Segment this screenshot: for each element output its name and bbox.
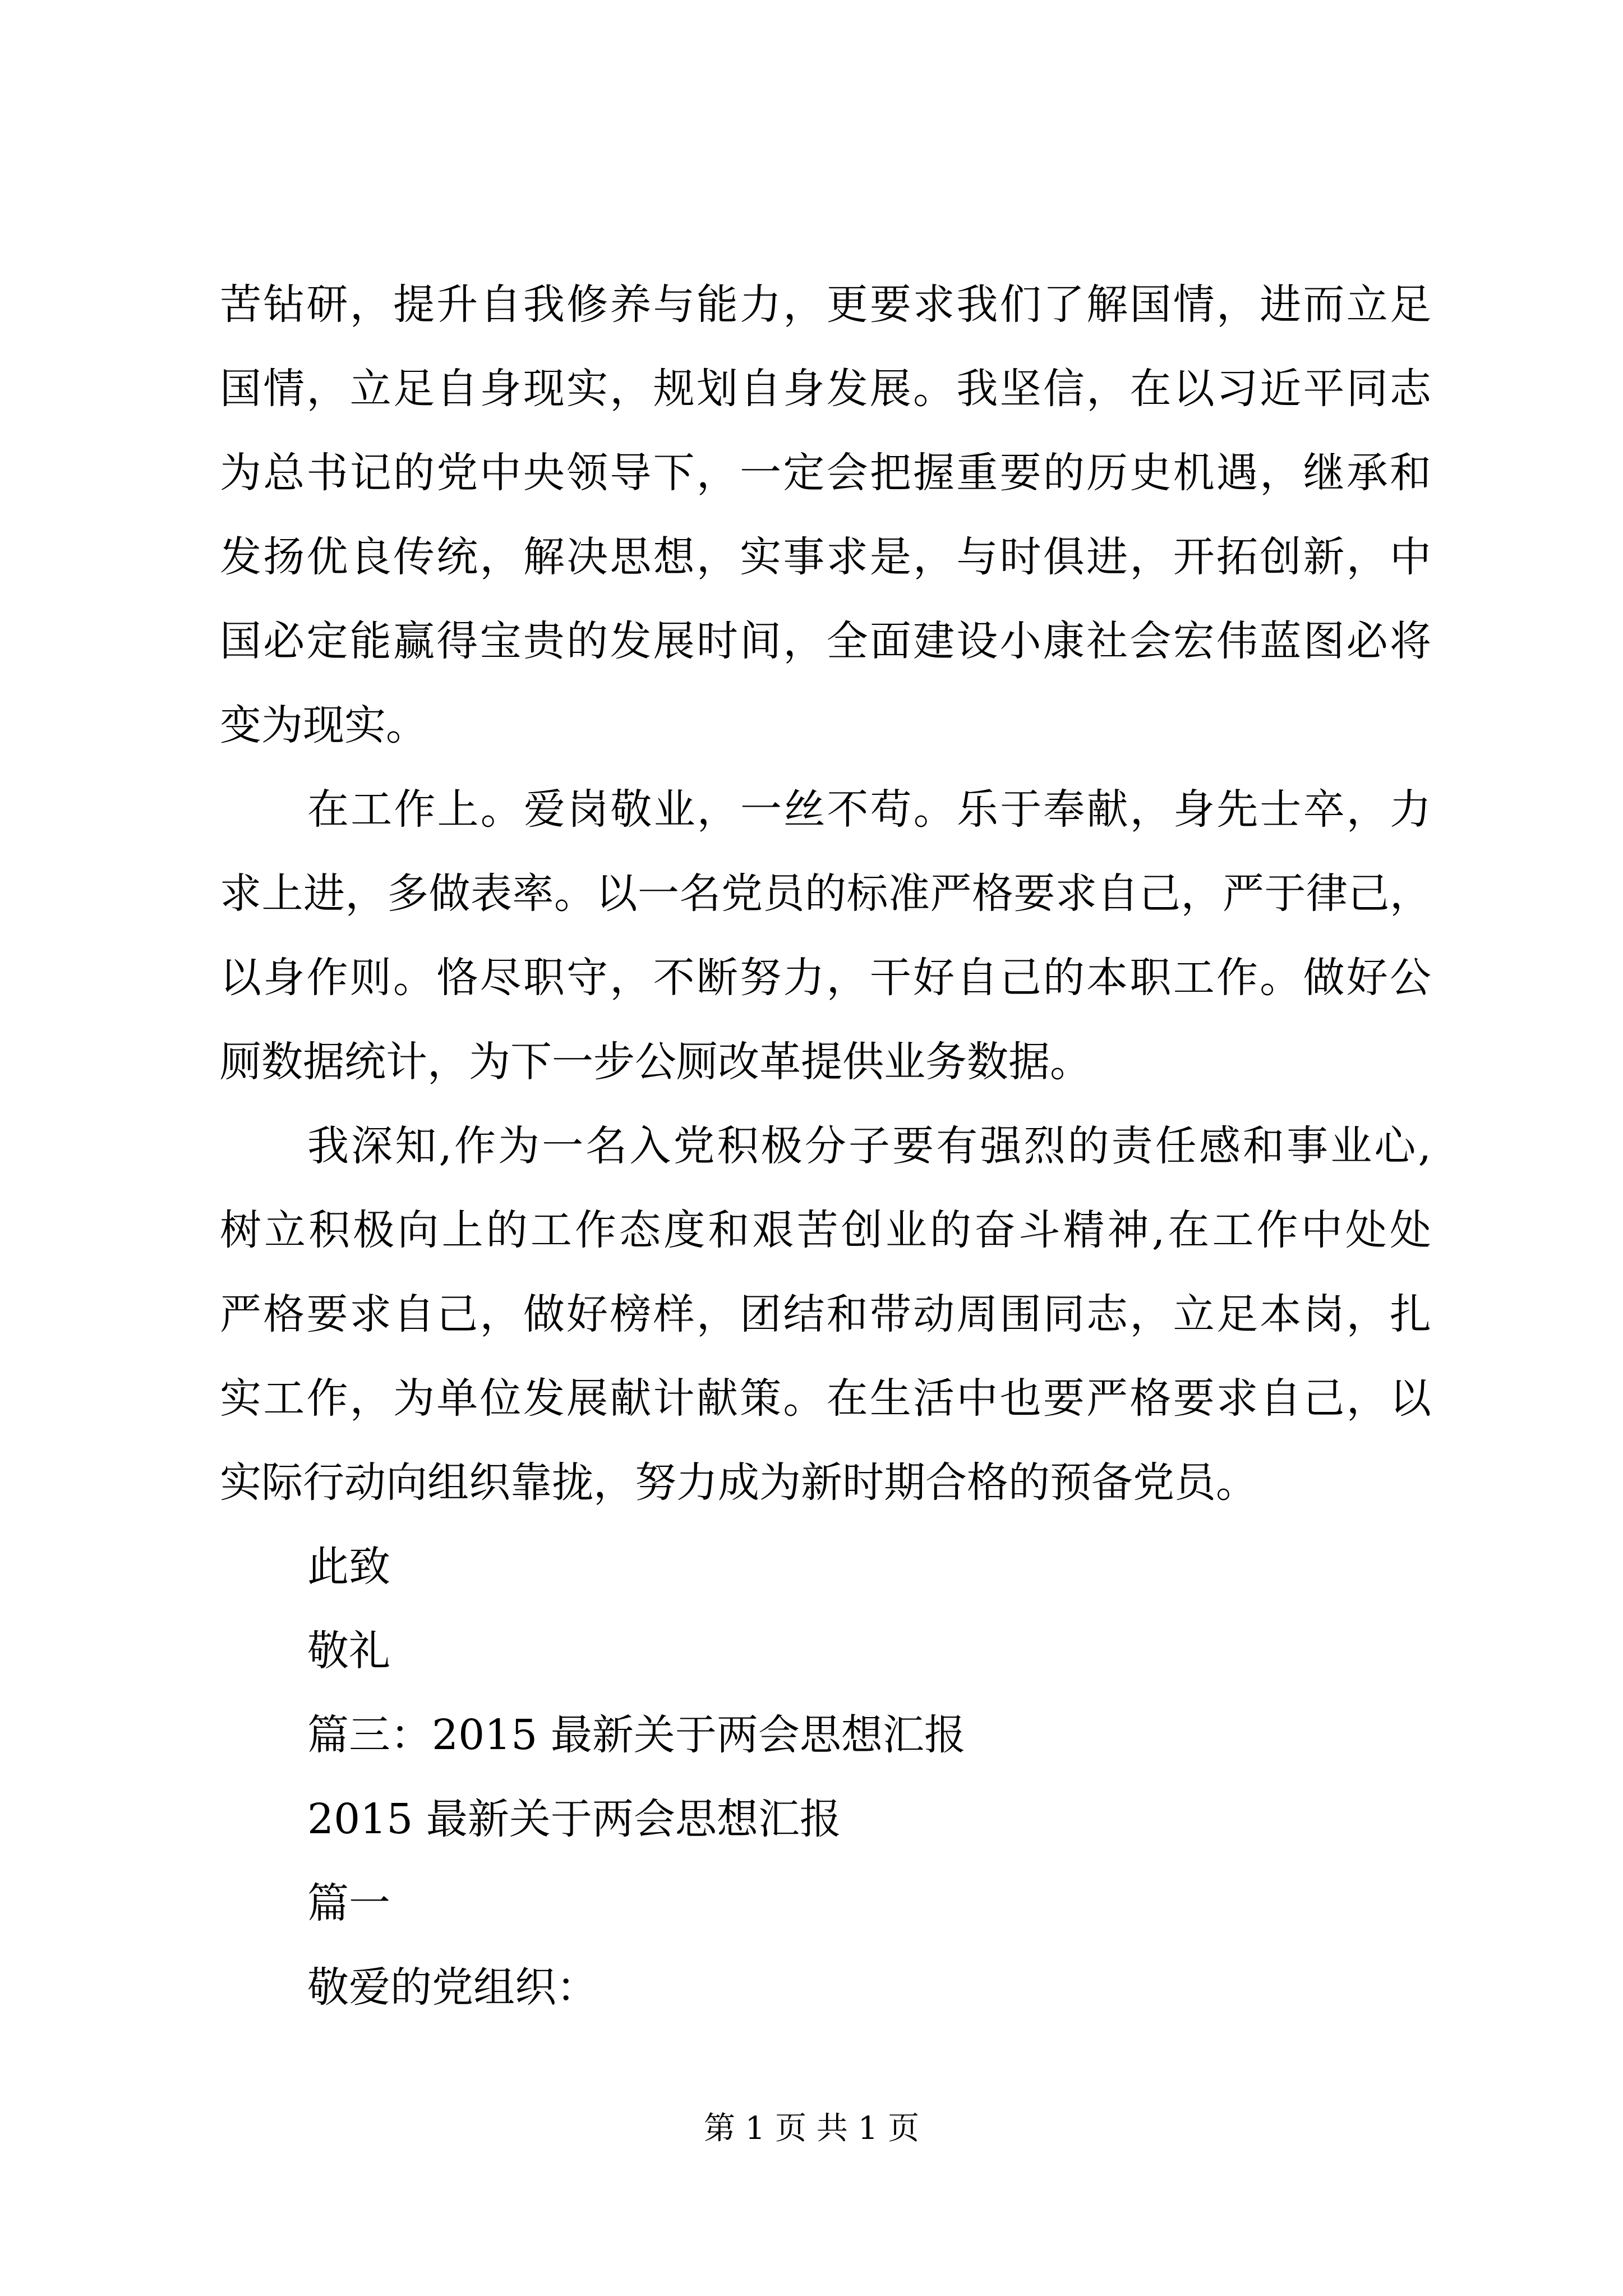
text-line: 发扬优良传统，解决思想，实事求是，与时俱进，开拓创新，中	[220, 533, 1431, 581]
closing-line: 敬礼	[307, 1627, 390, 1675]
text-line: 苦钻研，提升自我修养与能力，更要求我们了解国情，进而立足	[220, 280, 1431, 329]
closing-line: 此致	[307, 1543, 390, 1591]
text-line: 求上进，多做表率。以一名党员的标准严格要求自己，严于律己，	[220, 869, 1431, 918]
document-body	[220, 263, 1431, 2030]
text-line: 国情，立足自身现实，规划自身发展。我坚信，在以习近平同志	[220, 365, 1431, 413]
part-label: 篇一	[307, 1879, 390, 1927]
text-line: 我深知,作为一名入党积极分子要有强烈的责任感和事业心,	[307, 1122, 1431, 1170]
text-line: 厕数据统计，为下一步公厕改革提供业务数据。	[220, 1038, 1091, 1086]
paragraph-2	[220, 767, 1431, 1104]
salutation: 敬爱的党组织：	[307, 1963, 598, 2012]
page-footer: 第 1 页 共 1 页	[703, 2110, 920, 2147]
text-line: 实际行动向组织靠拢，努力成为新时期合格的预备党员。	[220, 1458, 1257, 1507]
section-heading: 篇三：2015 最新关于两会思想汇报	[307, 1711, 966, 1759]
text-line: 严格要求自己，做好榜样，团结和带动周围同志，立足本岗，扎	[220, 1290, 1431, 1338]
text-line: 国必定能赢得宝贵的发展时间，全面建设小康社会宏伟蓝图必将	[220, 617, 1431, 665]
text-line: 在工作上。爱岗敬业，一丝不苟。乐于奉献，身先士卒，力	[307, 785, 1431, 834]
section-title: 2015 最新关于两会思想汇报	[307, 1795, 841, 1843]
paragraph-3	[220, 1104, 1431, 1525]
text-line: 变为现实。	[220, 701, 427, 749]
paragraph-1	[220, 263, 1431, 767]
text-line: 为总书记的党中央领导下，一定会把握重要的历史机遇，继承和	[220, 449, 1431, 497]
text-line: 实工作，为单位发展献计献策。在生活中也要严格要求自己，以	[220, 1374, 1431, 1423]
text-line: 以身作则。恪尽职守，不断努力，干好自己的本职工作。做好公	[220, 954, 1431, 1002]
text-line: 树立积极向上的工作态度和艰苦创业的奋斗精神,在工作中处处	[220, 1206, 1431, 1254]
